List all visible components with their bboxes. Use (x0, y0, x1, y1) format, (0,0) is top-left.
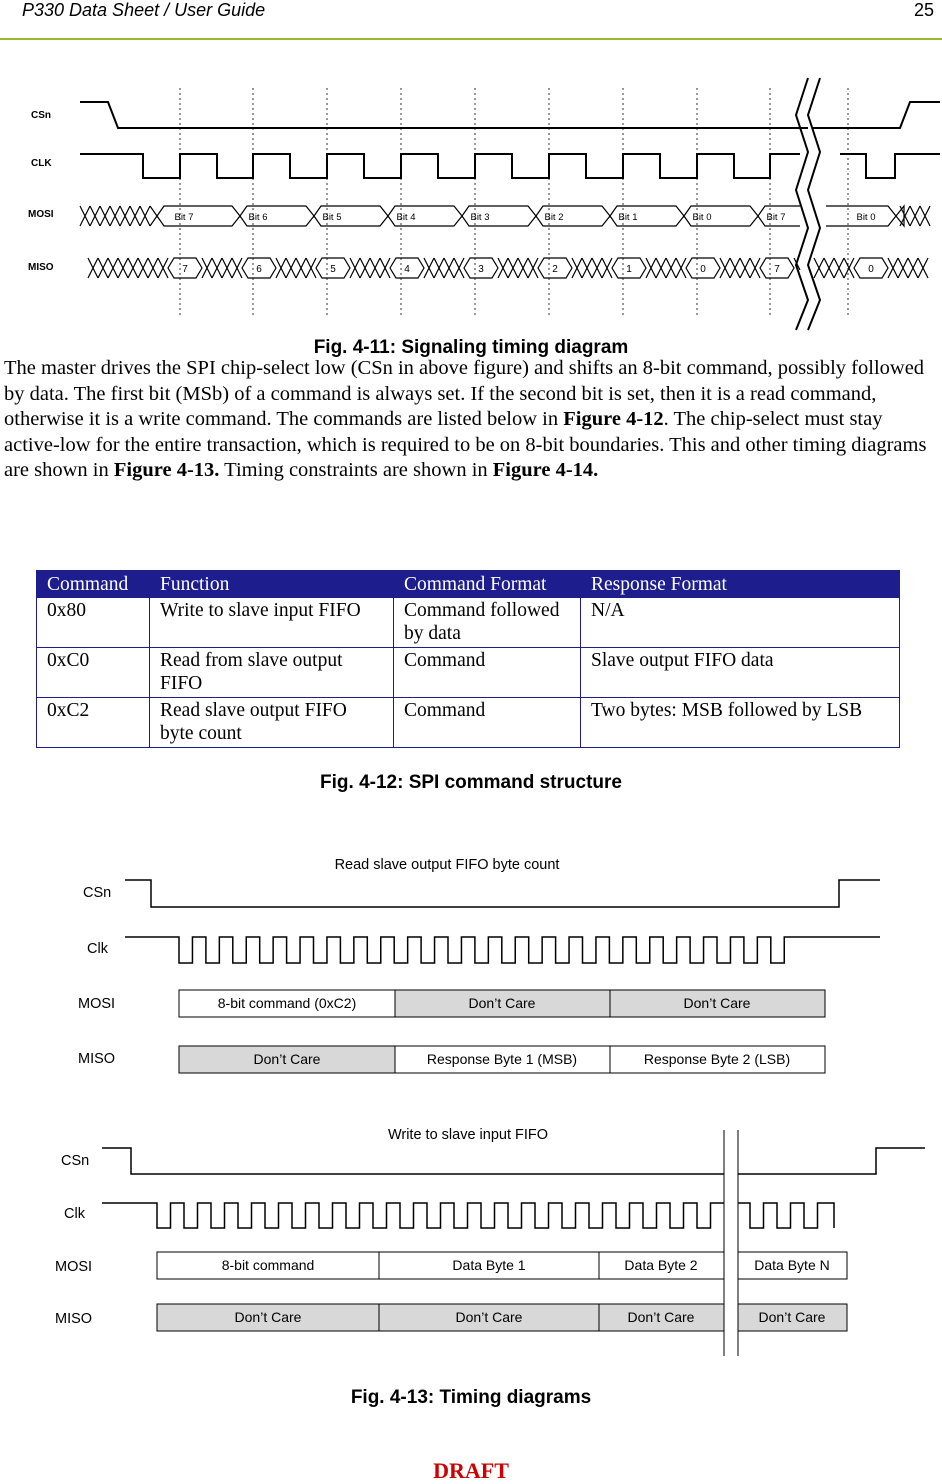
read-miso-text-2: Response Byte 1 (MSB) (426, 1051, 578, 1067)
write-csn-waveform (102, 1148, 925, 1174)
write-mosi-text-3: Data Byte 2 (624, 1257, 698, 1273)
column-header-function: Function (150, 571, 394, 598)
table-cell: Command (394, 698, 581, 748)
signaling-timing-diagram (0, 0, 942, 340)
clk-waveform (80, 154, 940, 178)
table-cell: 0xC0 (37, 648, 150, 698)
write-miso-text-1: Don’t Care (234, 1309, 302, 1325)
mosi-label: MOSI (28, 209, 54, 220)
miso-bit-7: 7 (182, 264, 188, 275)
read-miso-text-3: Response Byte 2 (LSB) (643, 1051, 791, 1067)
table-cell: Two bytes: MSB followed by LSB (581, 698, 900, 748)
figure-4-12-reference: Figure 4-12 (563, 408, 664, 431)
clk-label: CLK (31, 158, 52, 169)
table-header-row (37, 571, 900, 598)
read-mosi-text-1: 8-bit command (0xC2) (217, 995, 357, 1011)
read-mosi-text-3: Don’t Care (683, 995, 751, 1011)
miso-label: MISO (28, 262, 54, 273)
figure-4-14-reference: Figure 4-14. (492, 459, 599, 482)
mosi-bit-3: Bit 3 (470, 212, 490, 223)
table-cell: 0x80 (37, 598, 150, 648)
write-miso-text-3: Don’t Care (627, 1309, 695, 1325)
mosi-bit-7-next: Bit 7 (766, 212, 786, 223)
table-cell: Write to slave input FIFO (150, 598, 394, 648)
body-paragraph (4, 356, 934, 484)
write-mosi-text-4: Data Byte N (754, 1257, 830, 1273)
read-mosi-label: MOSI (78, 996, 116, 1012)
miso-bit-2: 2 (552, 264, 558, 275)
write-miso-text-4: Don’t Care (758, 1309, 826, 1325)
break-marker-right (808, 78, 820, 330)
miso-bit-0-last: 0 (868, 264, 874, 275)
miso-bit-5: 5 (330, 264, 336, 275)
table-cell: N/A (581, 598, 900, 648)
mosi-bit-1: Bit 1 (618, 212, 638, 223)
bit-gridlines (180, 88, 848, 318)
draft-watermark: DRAFT (433, 1458, 509, 1483)
table-row (37, 698, 900, 748)
paragraph-text-1: The master drives the SPI chip-select low (CSn in above figure) and shifts an 8-bit command, possibly followed by data. The first bit (MSb) of a command is always set. If the second bit is set, then it is a read command, otherwise it is a write command. The commands are listed below in (4, 357, 925, 431)
mosi-bit-6: Bit 6 (248, 212, 268, 223)
table-row (37, 598, 900, 648)
miso-bit-4: 4 (404, 264, 410, 275)
miso-bit-0: 0 (700, 264, 706, 275)
figure-4-11-caption: Fig. 4-11: Signaling timing diagram (313, 337, 629, 358)
write-diagram-title: Write to slave input FIFO (387, 1127, 549, 1143)
mosi-bit-7: Bit 7 (174, 212, 194, 223)
figure-4-13-reference: Figure 4-13. (113, 459, 220, 482)
mosi-bit-2: Bit 2 (544, 212, 564, 223)
mosi-bit-0: Bit 0 (692, 212, 712, 223)
mosi-bit-4: Bit 4 (396, 212, 416, 223)
mosi-bit-5: Bit 5 (322, 212, 342, 223)
table-cell: Command (394, 648, 581, 698)
column-header-response-format: Response Format (581, 571, 900, 598)
read-mosi-text-2: Don’t Care (468, 995, 536, 1011)
miso-bit-7-next: 7 (774, 264, 780, 275)
write-clk-label: Clk (64, 1206, 85, 1222)
read-miso-label: MISO (78, 1051, 116, 1067)
write-miso-label: MISO (55, 1311, 93, 1327)
read-csn-label: CSn (83, 885, 112, 901)
table-row (37, 648, 900, 698)
table-cell: Slave output FIFO data (581, 648, 900, 698)
table-cell: Command followed by data (394, 598, 581, 648)
spi-command-table (36, 570, 900, 748)
miso-bit-1: 1 (626, 264, 632, 275)
paragraph-text-3: Timing constraints are shown in (219, 459, 493, 482)
mosi-bit-0-last: Bit 0 (856, 212, 876, 223)
page-number: 25 (913, 0, 934, 20)
write-mosi-text-2: Data Byte 1 (452, 1257, 526, 1273)
read-diagram-title: Read slave output FIFO byte count (334, 857, 560, 873)
figure-4-13-caption: Fig. 4-13: Timing diagrams (350, 1387, 592, 1408)
write-csn-label: CSn (61, 1153, 90, 1169)
read-clk-label: Clk (87, 941, 108, 957)
read-timing-diagram (0, 845, 942, 1085)
miso-bit-3: 3 (478, 264, 484, 275)
read-csn-waveform (125, 880, 880, 907)
break-marker-left (796, 78, 808, 330)
figure-4-12-caption: Fig. 4-12: SPI command structure (320, 772, 622, 793)
table-cell: 0xC2 (37, 698, 150, 748)
write-miso-text-2: Don’t Care (455, 1309, 523, 1325)
read-miso-text-1: Don’t Care (253, 1051, 321, 1067)
table-cell: Read slave output FIFO byte count (150, 698, 394, 748)
write-mosi-text-1: 8-bit command (221, 1257, 315, 1273)
column-header-command: Command (37, 571, 150, 598)
write-mosi-label: MOSI (55, 1259, 93, 1275)
column-header-command-format: Command Format (394, 571, 581, 598)
paragraph-text-2: . The chip-select must stay active-low for the entire transaction, which is required to be on 8-bit boundaries. This and other timing diagrams are shown in (4, 408, 927, 482)
csn-label: CSn (31, 110, 51, 121)
table-cell: Read from slave output FIFO (150, 648, 394, 698)
document-title: P330 Data Sheet / User Guide (22, 0, 266, 20)
read-clk-waveform (125, 937, 880, 963)
miso-bit-6: 6 (256, 264, 262, 275)
write-timing-diagram (0, 1118, 942, 1358)
miso-bus (88, 258, 928, 278)
